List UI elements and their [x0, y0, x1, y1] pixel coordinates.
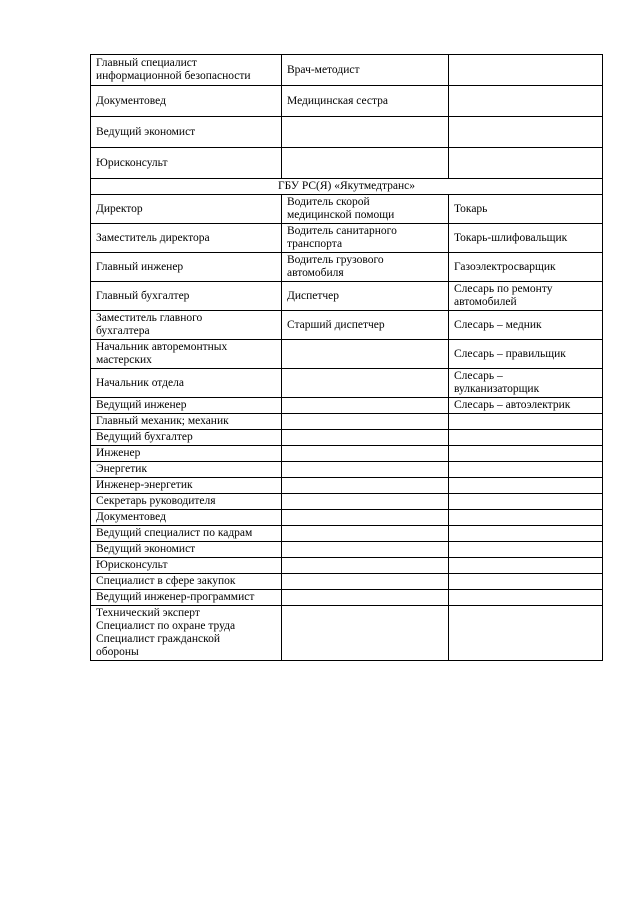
- section2-cell: [449, 462, 603, 478]
- section1-row: [91, 148, 603, 179]
- section2-row: [91, 574, 603, 590]
- section2-cell: [282, 574, 449, 590]
- section2-row: [91, 414, 603, 430]
- section2-cell: Инженер-энергетик: [91, 478, 282, 494]
- section2-cell: Директор: [91, 195, 282, 224]
- section1-row: [91, 86, 603, 117]
- section2-row: [91, 590, 603, 606]
- section2-cell: Газоэлектросварщик: [449, 253, 603, 282]
- section2-cell: [449, 574, 603, 590]
- section2-row: [91, 282, 603, 311]
- section1-cell: Медицинская сестра: [282, 86, 449, 117]
- section2-cell: [449, 478, 603, 494]
- section2-cell: [282, 510, 449, 526]
- section2-cell: Слесарь – медник: [449, 311, 603, 340]
- section2-cell: [282, 478, 449, 494]
- section2-row: [91, 462, 603, 478]
- section2-cell: Диспетчер: [282, 282, 449, 311]
- section2-row: [91, 398, 603, 414]
- section2-cell: Водитель скорой медицинской помощи: [282, 195, 449, 224]
- section1-cell: [282, 117, 449, 148]
- section2-cell: Ведущий специалист по кадрам: [91, 526, 282, 542]
- section2-cell: Токарь: [449, 195, 603, 224]
- section1-cell: Главный специалист информационной безопасности: [91, 55, 282, 86]
- section1-cell: [449, 86, 603, 117]
- section2-cell: Энергетик: [91, 462, 282, 478]
- section2-cell: [282, 398, 449, 414]
- section2-cell: Главный инженер: [91, 253, 282, 282]
- section2-cell: [282, 462, 449, 478]
- section2-cell: [282, 369, 449, 398]
- section1-row: [91, 117, 603, 148]
- section2-cell: Водитель санитарного транспорта: [282, 224, 449, 253]
- section2-cell: Начальник авторемонтных мастерских: [91, 340, 282, 369]
- section2-row: [91, 369, 603, 398]
- positions-table: [90, 54, 603, 661]
- section2-cell: [282, 340, 449, 369]
- section2-cell: [282, 606, 449, 661]
- section2-cell: Ведущий инженер-программист: [91, 590, 282, 606]
- section2-cell: [282, 558, 449, 574]
- section2-row: [91, 494, 603, 510]
- section1-cell: [449, 55, 603, 86]
- section2-cell: [449, 414, 603, 430]
- section2-row: [91, 195, 603, 224]
- section2-cell: Главный бухгалтер: [91, 282, 282, 311]
- section2-cell: [449, 494, 603, 510]
- section2-cell: [449, 606, 603, 661]
- positions-table-body: [91, 55, 603, 661]
- section1-cell: Врач-методист: [282, 55, 449, 86]
- section2-row: [91, 510, 603, 526]
- section2-cell: Водитель грузового автомобиля: [282, 253, 449, 282]
- section2-cell: Юрисконсульт: [91, 558, 282, 574]
- section2-header-row: [91, 179, 603, 195]
- section2-cell: Секретарь руководителя: [91, 494, 282, 510]
- section2-row: [91, 606, 603, 661]
- section2-cell: Токарь-шлифовальщик: [449, 224, 603, 253]
- section2-cell: [449, 590, 603, 606]
- section2-cell: [449, 446, 603, 462]
- section2-cell: Начальник отдела: [91, 369, 282, 398]
- section1-cell: Ведущий экономист: [91, 117, 282, 148]
- section2-row: [91, 526, 603, 542]
- section1-cell: Документовед: [91, 86, 282, 117]
- section2-cell: [449, 526, 603, 542]
- section2-cell: Главный механик; механик: [91, 414, 282, 430]
- section2-row: [91, 340, 603, 369]
- section1-cell: Юрисконсульт: [91, 148, 282, 179]
- section2-row: [91, 542, 603, 558]
- section2-cell: Заместитель главного бухгалтера: [91, 311, 282, 340]
- section2-cell: Ведущий инженер: [91, 398, 282, 414]
- section2-cell: Слесарь – вулканизаторщик: [449, 369, 603, 398]
- section2-cell: Слесарь – автоэлектрик: [449, 398, 603, 414]
- section2-cell: [449, 558, 603, 574]
- section2-cell: Технический эксперт Специалист по охране труда Специалист гражданской обороны: [91, 606, 282, 661]
- section2-cell: Слесарь – правильщик: [449, 340, 603, 369]
- section2-cell: [282, 430, 449, 446]
- section1-cell: [449, 117, 603, 148]
- section2-row: [91, 311, 603, 340]
- section1-cell: [449, 148, 603, 179]
- organization-heading: ГБУ РС(Я) «Якутмедтранс»: [91, 179, 603, 195]
- section2-cell: Ведущий бухгалтер: [91, 430, 282, 446]
- section2-cell: Заместитель директора: [91, 224, 282, 253]
- section2-row: [91, 446, 603, 462]
- section2-cell: [282, 494, 449, 510]
- section2-cell: Специалист в сфере закупок: [91, 574, 282, 590]
- section2-cell: [282, 526, 449, 542]
- section2-cell: [282, 542, 449, 558]
- section2-row: [91, 558, 603, 574]
- section2-cell: [282, 414, 449, 430]
- section2-row: [91, 478, 603, 494]
- section2-cell: Старший диспетчер: [282, 311, 449, 340]
- section2-cell: [282, 590, 449, 606]
- section2-row: [91, 224, 603, 253]
- document-page: [90, 54, 602, 661]
- section2-cell: Слесарь по ремонту автомобилей: [449, 282, 603, 311]
- section2-cell: Инженер: [91, 446, 282, 462]
- section2-row: [91, 253, 603, 282]
- section1-row: [91, 55, 603, 86]
- section2-row: [91, 430, 603, 446]
- section2-cell: Ведущий экономист: [91, 542, 282, 558]
- section2-cell: [449, 510, 603, 526]
- section2-cell: [449, 430, 603, 446]
- section1-cell: [282, 148, 449, 179]
- section2-cell: Документовед: [91, 510, 282, 526]
- section2-cell: [449, 542, 603, 558]
- section2-cell: [282, 446, 449, 462]
